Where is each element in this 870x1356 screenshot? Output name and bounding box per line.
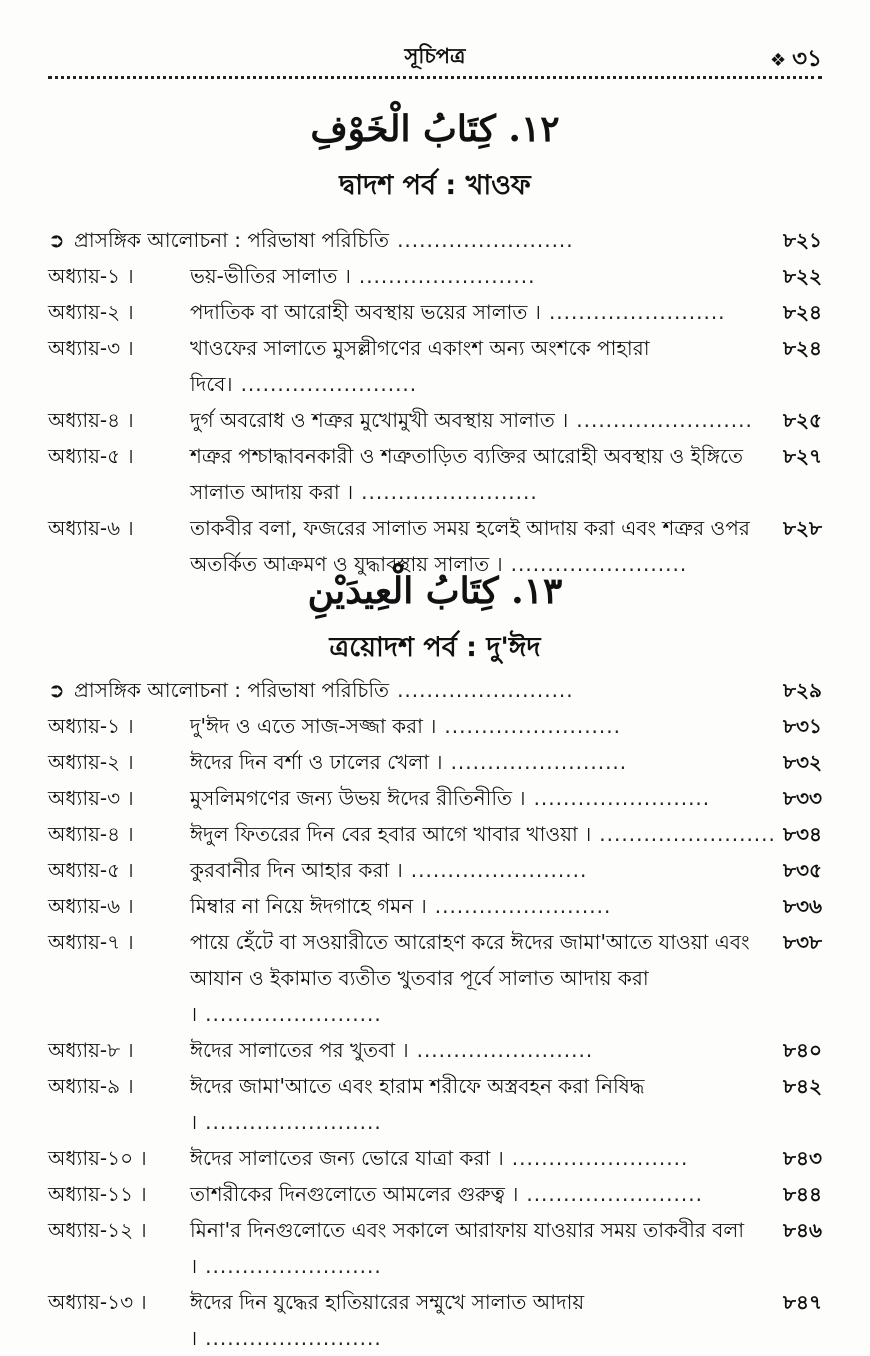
toc-entry-label: অধ্যায়-১ ।	[48, 264, 134, 288]
leader-dots: ........................	[450, 750, 628, 774]
toc-entry-text-wrap	[190, 1140, 822, 1176]
toc-entry	[48, 258, 822, 294]
leader-dots: ........................	[397, 228, 574, 252]
leader-dots: ........................	[599, 822, 776, 846]
toc-entry	[48, 780, 822, 816]
toc-entry-label: অধ্যায়-৬ ।	[48, 894, 134, 918]
toc-entry	[48, 1176, 822, 1212]
toc-entry	[48, 402, 822, 438]
toc-entry-page: ৮৪৪	[783, 1182, 822, 1206]
toc-entry-title: তাশরীকের দিনগুলোতে আমলের গুরুত্ব ।	[190, 1182, 519, 1206]
toc-entry-page: ৮৪৬	[783, 1218, 822, 1242]
toc-entry-page: ৮৩৩	[783, 786, 822, 810]
toc-entry-page: ৮২৭	[783, 444, 822, 468]
toc-entry-text-wrap	[190, 744, 822, 780]
leader-dots: ........................	[533, 786, 711, 810]
toc-entry	[48, 852, 822, 888]
part13-toc-list	[48, 672, 822, 1356]
toc-entry-label: অধ্যায়-২ ।	[48, 300, 134, 324]
leader-dots: ........................	[397, 678, 574, 702]
toc-entry-page: ৮২৫	[783, 408, 822, 432]
toc-entry-page: ৮৩৪	[783, 822, 822, 846]
toc-entry-title: কুরবানীর দিন আহার করা ।	[190, 858, 403, 882]
toc-entry-label: অধ্যায়-২ ।	[48, 750, 134, 774]
ornament-icon: ❖	[769, 50, 787, 71]
toc-entry-label: অধ্যায়-৯ ।	[48, 1074, 134, 1098]
toc-entry-label: অধ্যায়-১১ ।	[48, 1182, 147, 1206]
leader-dots: ........................	[526, 1182, 703, 1206]
page-header	[48, 40, 822, 76]
toc-entry-text-wrap	[190, 1284, 822, 1356]
toc-entry-label: অধ্যায়-১০ ।	[48, 1146, 147, 1170]
toc-intro-entry	[48, 222, 822, 258]
leader-dots: ........................	[434, 894, 612, 918]
toc-entry-title: মুসলিমগণের জন্য উভয় ঈদের রীতিনীতি ।	[190, 786, 526, 810]
toc-entry-page: ৮৩৫	[783, 858, 822, 882]
page-number-value: ৩১	[792, 46, 822, 72]
toc-entry-title: দুর্গ অবরোধ ও শত্রুর মুখোমুখী অবস্থায় সালাত ।	[190, 408, 569, 432]
toc-entry-text-wrap	[190, 888, 822, 924]
leader-dots: ........................	[205, 1326, 382, 1350]
toc-entry-text-wrap	[190, 330, 822, 402]
part13-arabic-title: ١٣. كِتَابُ الْعِيدَيْنِ	[307, 570, 563, 612]
running-title: সূচিপত্র	[404, 44, 466, 68]
part12-heading	[48, 108, 822, 210]
toc-entry-title: শত্রুর পশ্চাদ্ধাবনকারী ও শত্রুতাড়িত ব্যক্তির আরোহী অবস্থায় ও ইঙ্গিতে সালাত আদায় করা ।	[190, 444, 744, 504]
toc-entry-page: ৮২৪	[783, 336, 822, 360]
toc-entry-text-wrap	[190, 1068, 822, 1140]
toc-entry-text-wrap	[389, 672, 822, 708]
toc-entry	[48, 744, 822, 780]
toc-intro-entry	[48, 672, 822, 708]
toc-entry-page: ৮২১	[783, 228, 822, 252]
toc-entry-title: ঈদের দিন বর্শা ও ঢালের খেলা ।	[190, 750, 443, 774]
leader-dots: ........................	[548, 300, 726, 324]
leader-dots: ........................	[358, 264, 536, 288]
toc-entry-title: তাকবীর বলা, ফজরের সালাত সময় হলেই আদায় করা এবং শত্রুর ওপর অতর্কিত আক্রমণ ও যুদ্ধাবস্থায় সালাত ।	[190, 516, 750, 576]
toc-entry-label: প্রাসঙ্গিক আলোচনা : পরিভাষা পরিচিতি	[74, 678, 390, 702]
toc-entry-page: ৮৩৬	[783, 894, 822, 918]
toc-entry-title: মিম্বার না নিয়ে ঈদগাহে গমন ।	[190, 894, 427, 918]
toc-entry-page: ৮২২	[783, 264, 822, 288]
toc-entry-text-wrap	[190, 258, 822, 294]
toc-entry-title: মিনা'র দিনগুলোতে এবং সকালে আরাফায় যাওয়ার সময় তাকবীর বলা ।	[190, 1218, 745, 1278]
toc-entry	[48, 330, 822, 402]
toc-entry	[48, 438, 822, 510]
toc-entry-title: দু'ঈদ ও এতে সাজ-সজ্জা করা ।	[190, 714, 437, 738]
leader-dots: ........................	[576, 408, 753, 432]
toc-entry-title: ভয়-ভীতির সালাত ।	[190, 264, 351, 288]
toc-entry-text-wrap	[190, 402, 822, 438]
arrow-bullet-icon: ➲	[48, 228, 65, 252]
toc-entry-page: ৮২৪	[783, 300, 822, 324]
toc-entry	[48, 708, 822, 744]
toc-entry-text-wrap	[190, 1176, 822, 1212]
toc-entry-text-wrap	[190, 1212, 822, 1284]
leader-dots: ........................	[205, 1110, 382, 1134]
page-number	[770, 40, 822, 79]
part13-heading	[48, 570, 822, 672]
toc-entry	[48, 1284, 822, 1356]
leader-dots: ........................	[361, 480, 538, 504]
toc-entry	[48, 816, 822, 852]
toc-entry-text-wrap	[190, 1032, 822, 1068]
toc-entry-label: অধ্যায়-৪ ।	[48, 408, 134, 432]
toc-entry	[48, 888, 822, 924]
toc-entry-title: খাওফের সালাতে মুসল্লীগণের একাংশ অন্য অংশকে পাহারা দিবে।	[190, 336, 650, 396]
toc-entry-label: অধ্যায়-৮ ।	[48, 1038, 134, 1062]
leader-dots: ........................	[511, 1146, 689, 1170]
toc-entry	[48, 924, 822, 1032]
toc-entry	[48, 1140, 822, 1176]
leader-dots: ........................	[444, 714, 621, 738]
toc-entry-title: পায়ে হেঁটে বা সওয়ারীতে আরোহণ করে ঈদের জামা'আতে যাওয়া এবং আযান ও ইকামাত ব্যতীত খুতবার পূর্বে সালাত আদায় করা ।	[190, 930, 750, 1026]
toc-entry-text-wrap	[190, 816, 822, 852]
part12-toc-list	[48, 222, 822, 582]
toc-entry-label: অধ্যায়-১২ ।	[48, 1218, 147, 1242]
toc-entry-page: ৮৪৩	[783, 1146, 822, 1170]
toc-entry	[48, 1068, 822, 1140]
toc-entry-text-wrap	[190, 780, 822, 816]
toc-entry-text-wrap	[190, 924, 822, 1032]
toc-entry-page: ৮৩১	[783, 714, 822, 738]
toc-entry-title: ঈদের সালাতের পর খুতবা ।	[190, 1038, 409, 1062]
toc-entry-title: ঈদের দিন যুদ্ধের হাতিয়ারের সম্মুখে সালাত আদায় ।	[190, 1290, 585, 1350]
leader-dots: ........................	[240, 372, 418, 396]
toc-entry-page: ৮২৯	[783, 678, 822, 702]
toc-entry-title: ঈদের সালাতের জন্য ভোরে যাত্রা করা ।	[190, 1146, 504, 1170]
toc-entry-label: অধ্যায়-৫ ।	[48, 858, 134, 882]
part12-title: দ্বাদশ পর্ব : খাওফ	[339, 170, 531, 202]
toc-entry-page: ৮৩৮	[783, 930, 822, 954]
leader-dots: ........................	[510, 552, 688, 576]
toc-entry-label: অধ্যায়-৭ ।	[48, 930, 134, 954]
toc-entry-page: ৮৩২	[783, 750, 822, 774]
part12-arabic-title: ١٢. كِتَابُ الْخَوْفِ	[310, 108, 560, 150]
toc-entry-label: অধ্যায়-৫ ।	[48, 444, 134, 468]
toc-entry-title: ঈদের জামা'আতে এবং হারাম শরীফে অস্ত্রবহন করা নিষিদ্ধ ।	[190, 1074, 645, 1134]
part13-title: ত্রয়োদশ পর্ব : দু'ঈদ	[329, 632, 541, 664]
leader-dots: ........................	[410, 858, 588, 882]
toc-entry-text-wrap	[190, 708, 822, 744]
arrow-bullet-icon: ➲	[48, 678, 65, 702]
toc-entry	[48, 1032, 822, 1068]
toc-entry-label: অধ্যায়-৩ ।	[48, 336, 134, 360]
toc-entry-text-wrap	[190, 852, 822, 888]
toc-entry-text-wrap	[389, 222, 822, 258]
toc-entry-title: ঈদুল ফিতরের দিন বের হবার আগে খাবার খাওয়া ।	[190, 822, 592, 846]
toc-entry-label: অধ্যায়-১ ।	[48, 714, 134, 738]
toc-entry-title: পদাতিক বা আরোহী অবস্থায় ভয়ের সালাত ।	[190, 300, 541, 324]
leader-dots: ........................	[205, 1002, 382, 1026]
toc-entry-label: অধ্যায়-৩ ।	[48, 786, 134, 810]
toc-entry-label: প্রাসঙ্গিক আলোচনা : পরিভাষা পরিচিতি	[74, 228, 390, 252]
toc-entry-page: ৮২৮	[783, 516, 822, 540]
toc-entry-label: অধ্যায়-৪ ।	[48, 822, 134, 846]
leader-dots: ........................	[205, 1254, 382, 1278]
toc-entry-label: অধ্যায়-১৩ ।	[48, 1290, 147, 1314]
toc-entry-page: ৮৪০	[783, 1038, 822, 1062]
toc-entry-text-wrap	[190, 294, 822, 330]
toc-entry-text-wrap	[190, 438, 822, 510]
toc-entry-label: অধ্যায়-৬ ।	[48, 516, 134, 540]
toc-entry	[48, 1212, 822, 1284]
leader-dots: ........................	[416, 1038, 594, 1062]
toc-entry	[48, 294, 822, 330]
toc-entry-page: ৮৪২	[783, 1074, 822, 1098]
toc-entry-page: ৮৪৭	[783, 1290, 822, 1314]
header-dotted-rule	[48, 76, 822, 79]
